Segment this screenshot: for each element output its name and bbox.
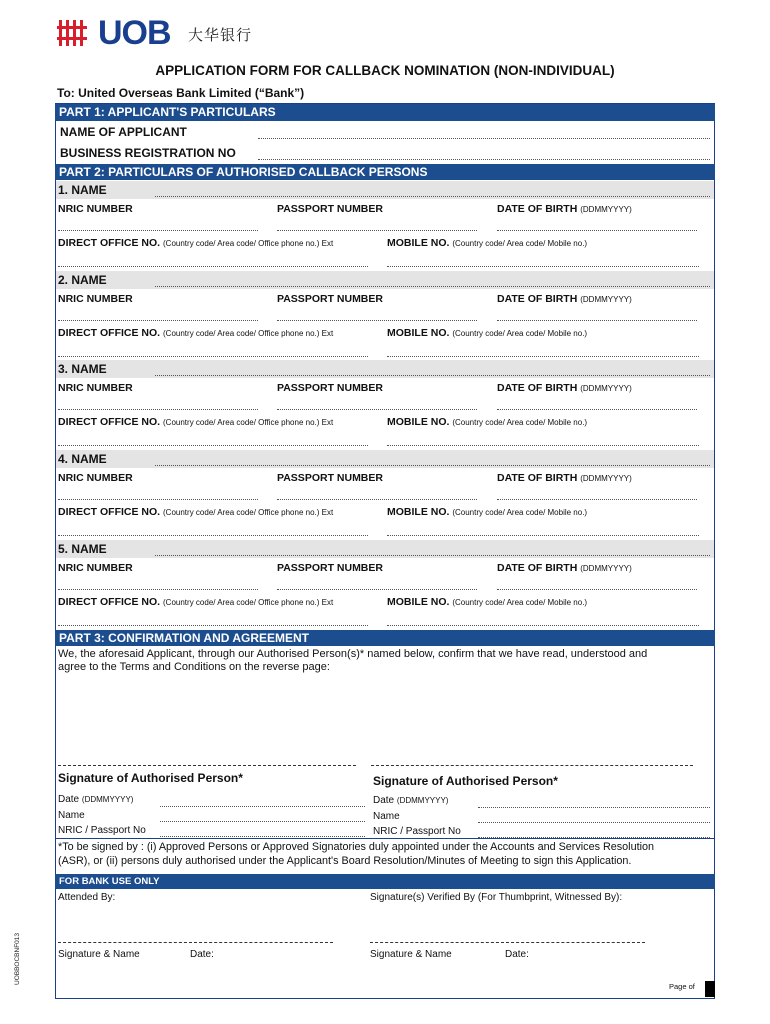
dob-label: DATE OF BIRTH (DDMMYYYY)	[497, 203, 632, 215]
dob-label: DATE OF BIRTH (DDMMYYYY)	[497, 472, 632, 484]
sig-name-field-left[interactable]	[160, 821, 365, 822]
mobile-no-label: MOBILE NO. (Country code/ Area code/ Mobile no.)	[387, 237, 588, 249]
person-name-field[interactable]	[155, 465, 710, 466]
dob-field[interactable]	[497, 409, 697, 410]
dob-label: DATE OF BIRTH (DDMMYYYY)	[497, 562, 632, 574]
logo-text: UOB	[98, 14, 171, 52]
dob-field[interactable]	[497, 499, 697, 500]
office-no-field[interactable]	[58, 266, 368, 267]
signature-line-left[interactable]	[58, 765, 356, 766]
part1-heading: PART 1: APPLICANT'S PARTICULARS	[55, 104, 715, 121]
statement-line-2: agree to the Terms and Conditions on the reverse page:	[58, 661, 330, 673]
part2-heading: PART 2: PARTICULARS OF AUTHORISED CALLBACK PERSONS	[55, 164, 715, 180]
signature-label-left: Signature of Authorised Person*	[58, 771, 243, 785]
passport-label: PASSPORT NUMBER	[277, 562, 383, 574]
verified-by-label: Signature(s) Verified By (For Thumbprint, Witnessed By):	[370, 892, 623, 903]
mobile-no-label: MOBILE NO. (Country code/ Area code/ Mobile no.)	[387, 506, 588, 518]
sig-name-field-right[interactable]	[478, 822, 710, 823]
page-of-label: Page of	[669, 982, 695, 991]
office-no-field[interactable]	[58, 445, 368, 446]
bank-sig-name-right: Signature & Name	[370, 949, 452, 960]
mobile-no-label: MOBILE NO. (Country code/ Area code/ Mobile no.)	[387, 596, 588, 608]
person-name-field[interactable]	[155, 375, 710, 376]
bank-date-right: Date:	[505, 949, 529, 960]
person-name-label: 1. NAME	[58, 183, 107, 197]
applicant-name-label: NAME OF APPLICANT	[60, 125, 187, 139]
signature-line-right[interactable]	[371, 765, 693, 766]
passport-label: PASSPORT NUMBER	[277, 382, 383, 394]
nric-label: NRIC NUMBER	[58, 472, 133, 484]
nric-field[interactable]	[58, 230, 258, 231]
signature-label-right: Signature of Authorised Person*	[373, 774, 558, 788]
office-no-label: DIRECT OFFICE NO. (Country code/ Area code/ Office phone no.) Ext	[58, 237, 334, 249]
office-no-field[interactable]	[58, 356, 368, 357]
uob-logo-icon	[57, 18, 93, 48]
sig-date-field-right[interactable]	[478, 807, 710, 808]
passport-field[interactable]	[277, 589, 477, 590]
nric-label: NRIC NUMBER	[58, 293, 133, 305]
nric-field[interactable]	[58, 320, 258, 321]
person-name-field[interactable]	[155, 196, 710, 197]
bank-sig-line-right[interactable]	[370, 942, 645, 943]
office-no-label: DIRECT OFFICE NO. (Country code/ Area code/ Office phone no.) Ext	[58, 506, 334, 518]
sig-nric-field-left[interactable]	[160, 836, 365, 837]
sig-date-field-left[interactable]	[160, 806, 365, 807]
sig-name-label-left: Name	[58, 810, 85, 821]
logo-chinese-text: 大华银行	[188, 26, 253, 44]
note-divider	[56, 838, 714, 839]
mobile-no-label: MOBILE NO. (Country code/ Area code/ Mobile no.)	[387, 327, 588, 339]
sig-nric-label-right: NRIC / Passport No	[373, 826, 461, 837]
mobile-no-field[interactable]	[387, 356, 699, 357]
office-no-label: DIRECT OFFICE NO. (Country code/ Area code/ Office phone no.) Ext	[58, 596, 334, 608]
office-no-label: DIRECT OFFICE NO. (Country code/ Area code/ Office phone no.) Ext	[58, 416, 334, 428]
passport-field[interactable]	[277, 409, 477, 410]
dob-field[interactable]	[497, 589, 697, 590]
part3-heading: PART 3: CONFIRMATION AND AGREEMENT	[55, 630, 715, 646]
statement-line-1: We, the aforesaid Applicant, through our Authorised Person(s)* named below, confirm that we have read, understood and	[58, 648, 648, 660]
dob-field[interactable]	[497, 230, 697, 231]
dob-label: DATE OF BIRTH (DDMMYYYY)	[497, 382, 632, 394]
nric-label: NRIC NUMBER	[58, 562, 133, 574]
page-marker	[705, 981, 715, 997]
nric-field[interactable]	[58, 499, 258, 500]
mobile-no-field[interactable]	[387, 535, 699, 536]
sig-nric-label-left: NRIC / Passport No	[58, 825, 146, 836]
passport-field[interactable]	[277, 499, 477, 500]
form-code: UOBBOCBNF013	[14, 932, 21, 985]
attended-by-label: Attended By:	[58, 892, 116, 903]
office-no-field[interactable]	[58, 535, 368, 536]
bank-sig-line-left[interactable]	[58, 942, 333, 943]
nric-label: NRIC NUMBER	[58, 203, 133, 215]
sig-name-label-right: Name	[373, 811, 400, 822]
person-name-label: 5. NAME	[58, 542, 107, 556]
brn-label: BUSINESS REGISTRATION NO	[60, 146, 236, 160]
office-no-label: DIRECT OFFICE NO. (Country code/ Area code/ Office phone no.) Ext	[58, 327, 334, 339]
person-name-field[interactable]	[155, 286, 710, 287]
bank-date-left: Date:	[190, 949, 214, 960]
passport-label: PASSPORT NUMBER	[277, 472, 383, 484]
brn-field[interactable]	[258, 159, 710, 160]
mobile-no-label: MOBILE NO. (Country code/ Area code/ Mobile no.)	[387, 416, 588, 428]
applicant-name-field[interactable]	[258, 138, 710, 139]
form-title: APPLICATION FORM FOR CALLBACK NOMINATION (NON-INDIVIDUAL)	[155, 63, 615, 78]
passport-field[interactable]	[277, 230, 477, 231]
mobile-no-field[interactable]	[387, 625, 699, 626]
office-no-field[interactable]	[58, 625, 368, 626]
sig-date-label-right: Date (DDMMYYYY)	[373, 795, 449, 806]
person-name-label: 3. NAME	[58, 362, 107, 376]
bank-use-heading: FOR BANK USE ONLY	[55, 874, 715, 889]
bank-sig-name-left: Signature & Name	[58, 949, 140, 960]
passport-field[interactable]	[277, 320, 477, 321]
addressee: To: United Overseas Bank Limited (“Bank”)	[57, 86, 305, 100]
person-name-label: 2. NAME	[58, 273, 107, 287]
nric-field[interactable]	[58, 589, 258, 590]
nric-label: NRIC NUMBER	[58, 382, 133, 394]
signatory-note-line-2: (ASR), or (ii) persons duly authorised under the Applicant's Board Resolution/Minutes of Meeting to sign this Application.	[58, 855, 632, 867]
sig-date-label-left: Date (DDMMYYYY)	[58, 794, 134, 805]
signatory-note-line-1: *To be signed by : (i) Approved Persons or Approved Signatories duly appointed under the Accounts and Services Resolution	[58, 841, 654, 853]
dob-field[interactable]	[497, 320, 697, 321]
passport-label: PASSPORT NUMBER	[277, 293, 383, 305]
nric-field[interactable]	[58, 409, 258, 410]
dob-label: DATE OF BIRTH (DDMMYYYY)	[497, 293, 632, 305]
mobile-no-field[interactable]	[387, 266, 699, 267]
passport-label: PASSPORT NUMBER	[277, 203, 383, 215]
person-name-label: 4. NAME	[58, 452, 107, 466]
mobile-no-field[interactable]	[387, 445, 699, 446]
person-name-field[interactable]	[155, 555, 710, 556]
